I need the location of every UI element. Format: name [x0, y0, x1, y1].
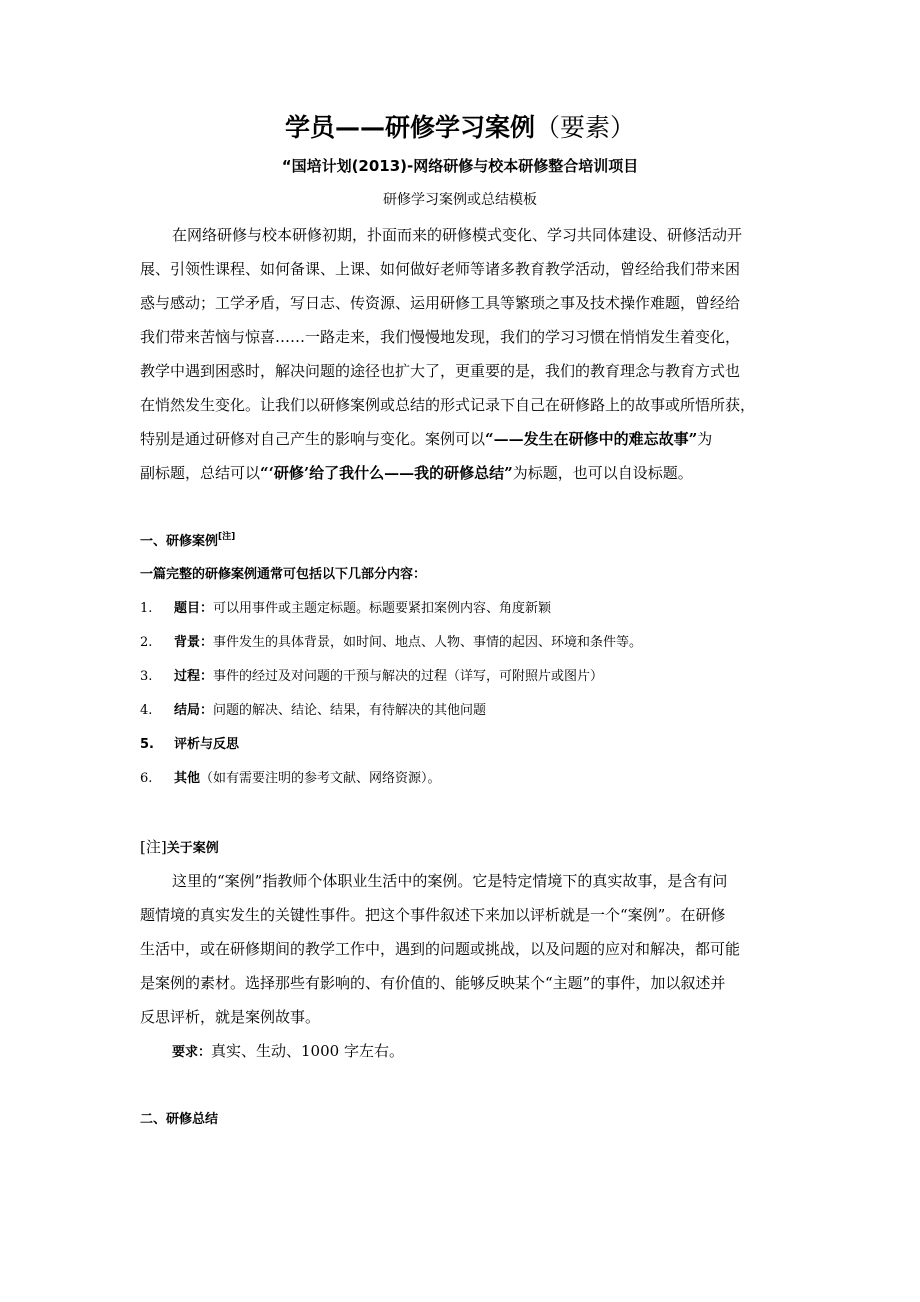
- section-1-lead: 一篇完整的研修案例通常可包括以下几部分内容：: [140, 567, 427, 582]
- list-item-number: 6.: [140, 771, 153, 786]
- note-line-3: 生活中，或在研修期间的教学工作中，遇到的问题或挑战，以及问题的应对和解决，都可能: [140, 940, 741, 958]
- list-item-number: 3.: [140, 669, 153, 684]
- list-item-text: 事件发生的具体背景，如时间、地点、人物、事情的起因、环境和条件等。: [213, 635, 643, 650]
- list-item-label: 题目：: [174, 601, 214, 616]
- list-item-number: 4.: [140, 703, 153, 718]
- list-item-label: 其他: [174, 771, 201, 786]
- list-item-text: 问题的解决、结论、结果，有待解决的其他问题: [213, 703, 487, 718]
- note-line-2: 题情境的真实发生的关键性事件。把这个事件叙述下来加以评析就是一个“案例”。在研修: [140, 906, 726, 924]
- note-heading-text: 关于案例: [166, 841, 219, 856]
- intro-line-8: [140, 463, 693, 483]
- intro-line-1: 在网络研修与校本研修初期，扑面而来的研修模式变化、学习共同体建设、研修活动开: [172, 226, 743, 244]
- page-title: [0, 112, 920, 144]
- title-main: 学员——研修学习案例: [284, 113, 535, 142]
- intro-line-2: 展、引领性课程、如何备课、上课、如何做好老师等诸多教育教学活动，曾经给我们带来困: [140, 260, 741, 278]
- intro-line-8-a: 副标题，总结可以: [140, 464, 261, 482]
- list-item-text: （如有需要注明的参考文献、网络资源）。: [200, 771, 441, 786]
- list-item-label: 结局：: [174, 703, 214, 718]
- intro-line-3: 惑与感动；工学矛盾，写日志、传资源、运用研修工具等繁琐之事及技术操作难题，曾经给: [140, 294, 741, 312]
- list-item-text: 事件的经过及对问题的干预与解决的过程（详写，可附照片或图片）: [213, 669, 604, 684]
- intro-line-7-a: 特别是通过研修对自己产生的影响与变化。案例可以: [140, 430, 486, 448]
- note-requirement: [172, 1041, 404, 1062]
- note-line-1: 这里的“案例”指教师个体职业生活中的案例。它是特定情境下的真实故事，是含有问: [172, 872, 728, 890]
- section-1-heading: 一、研修案例[注]: [140, 532, 236, 549]
- project-subtitle: “国培计划(2013)-网络研修与校本研修整合培训项目: [281, 157, 639, 175]
- intro-case-subtitle-example: “——发生在研修中的难忘故事”: [485, 430, 698, 448]
- intro-line-7-c: 为: [697, 430, 713, 448]
- list-item-text: 可以用事件或主题定标题。标题要紧扣案例内容、角度新颖: [213, 601, 552, 616]
- requirement-label: 要求：: [172, 1045, 212, 1060]
- list-item-number: 2.: [140, 635, 153, 650]
- note-line-4: 是案例的素材。选择那些有影响的、有价值的、能够反映某个“主题”的事件，加以叙述并: [140, 974, 726, 992]
- list-item: [140, 736, 239, 754]
- note-heading: [140, 837, 219, 858]
- list-item: [140, 600, 551, 618]
- list-item: [140, 702, 486, 720]
- list-item: [140, 634, 642, 652]
- list-item-label: 背景：: [174, 635, 214, 650]
- intro-line-8-c: 为标题，也可以自设标题。: [512, 464, 693, 482]
- note-prefix: [注]: [140, 838, 167, 856]
- list-item-label: 评析与反思: [174, 737, 240, 752]
- list-item-number: 5.: [140, 737, 154, 752]
- list-item-label: 过程：: [174, 669, 214, 684]
- title-paren: （要素）: [535, 113, 636, 142]
- note-mark: [注]: [218, 532, 236, 542]
- note-line-5: 反思评析，就是案例故事。: [140, 1008, 321, 1026]
- intro-summary-title-example: “‘研修’给了我什么——我的研修总结”: [260, 464, 513, 482]
- intro-line-6: 在悄然发生变化。让我们以研修案例或总结的形式记录下自己在研修路上的故事或所悟所获，: [140, 396, 756, 414]
- template-label: 研修学习案例或总结模板: [383, 192, 537, 208]
- intro-line-5: 教学中遇到困惑时，解决问题的途径也扩大了，更重要的是，我们的教育理念与教育方式也: [140, 362, 741, 380]
- list-item: [140, 770, 441, 788]
- requirement-text: 真实、生动、1000 字左右。: [211, 1042, 404, 1060]
- list-item-number: 1.: [140, 601, 153, 616]
- list-item: [140, 668, 603, 686]
- intro-line-4: 我们带来苦恼与惊喜……一路走来，我们慢慢地发现，我们的学习习惯在悄悄发生着变化，: [140, 328, 741, 346]
- intro-line-7: [140, 429, 712, 449]
- section-2-heading: 二、研修总结: [140, 1112, 219, 1127]
